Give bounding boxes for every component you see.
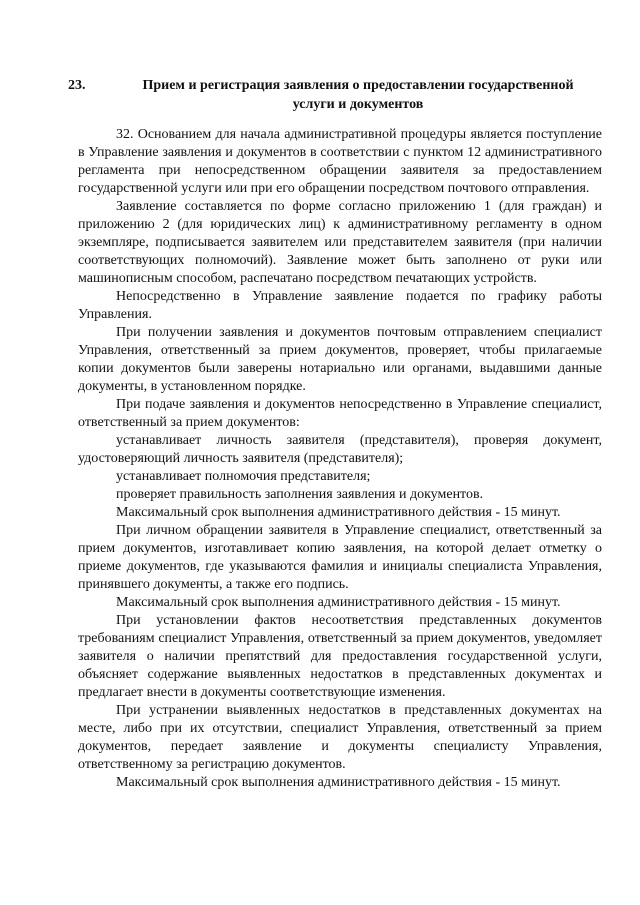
section-number: 23. [68, 78, 86, 93]
paragraph-14: Максимальный срок выполнения административного действия - 15 минут. [116, 775, 561, 790]
paragraph-8: проверяет правильность заполнения заявления и документов. [116, 487, 484, 502]
paragraph-9: Максимальный срок выполнения административного действия - 15 минут. [116, 505, 561, 520]
paragraph-12: При установлении фактов несоответствия представленных документов требованиям специалист Управления, ответственный за прием документов, уведомляет заявителя о наличии препятствий для предоставления государственной услуги, объясняет содержание выявленных недостатков в представленных документах и предлагает внести в документы соответствующие изменения. [78, 613, 602, 700]
section-title: Прием и регистрация заявления о предоставлении государственной услуги и документов [142, 78, 574, 112]
paragraph-6: устанавливает личность заявителя (представителя), проверяя документ, удостоверяющий личность заявителя (представителя); [78, 433, 602, 466]
paragraph-2: Заявление составляется по форме согласно приложению 1 (для граждан) и приложению 2 (для юридических лиц) к административному регламенту в одном экземпляре, подписывается заявителем или представителем заявителя (при наличии соответствующих полномочий). Заявление может быть заполнено от руки или машинописным способом, распечатано посредством печатающих устройств. [78, 199, 602, 286]
paragraph-10: При личном обращении заявителя в Управление специалист, ответственный за прием документов, изготавливает копию заявления, на которой делает отметку о приеме документов, где указываются фамилия и инициалы специалиста Управления, принявшего документы, а также его подпись. [78, 523, 602, 592]
paragraph-5: При подаче заявления и документов непосредственно в Управление специалист, ответственный за прием документов: [78, 397, 602, 430]
paragraph-11: Максимальный срок выполнения административного действия - 15 минут. [116, 595, 561, 610]
section-heading [68, 76, 588, 114]
paragraph-3: Непосредственно в Управление заявление подается по графику работы Управления. [78, 289, 602, 322]
paragraph-4: При получении заявления и документов почтовым отправлением специалист Управления, ответственный за прием документов, проверяет, чтобы прилагаемые копии документов были заверены нотариально или органами, выдавшими данные документы, в установленном порядке. [78, 325, 602, 394]
paragraph-13: При устранении выявленных недостатков в представленных документах на месте, либо при их отсутствии, специалист Управления, ответственный за прием документов, передает заявление и документы специалисту Управления, ответственному за регистрацию документов. [78, 703, 602, 772]
document-body [78, 126, 602, 792]
paragraph-7: устанавливает полномочия представителя; [116, 469, 371, 484]
paragraph-1: 32. Основанием для начала административной процедуры является поступление в Управление заявления и документов в соответствии с пунктом 12 административного регламента при непосредственном обращении заявителя за предоставлением государственной услуги или при его обращении посредством почтового отправления. [78, 127, 602, 196]
